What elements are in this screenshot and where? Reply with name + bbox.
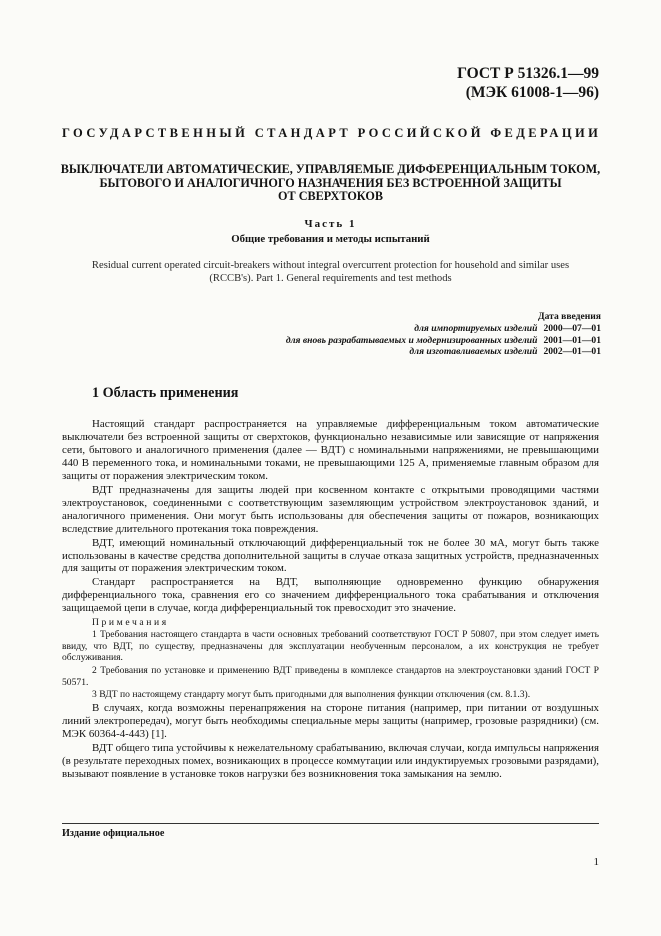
paragraph: В случаях, когда возможны перенапряжения на стороне питания (например, при питании от воздушных линий электропередач), могут быть необходимы специальные меры защиты (например, грозовые разрядники) (см. МЭК 60364-4-443) [1]. [62, 701, 599, 740]
footer-divider [62, 823, 599, 824]
introduction-date: 2000—07—01 [543, 322, 601, 334]
introduction-label: для импортируемых изделий [414, 322, 538, 334]
notes-heading: Примечания [92, 617, 169, 629]
introduction-row [286, 323, 601, 335]
title-line: ВЫКЛЮЧАТЕЛИ АВТОМАТИЧЕСКИЕ, УПРАВЛЯЕМЫЕ ДИФФЕРЕНЦИАЛЬНЫМ ТОКОМ, [60, 162, 601, 176]
section-body [62, 418, 599, 782]
english-title [62, 259, 599, 285]
gost-code: ГОСТ Р 51326.1—99 [457, 65, 599, 82]
introduction-row [286, 346, 601, 358]
title-line: БЫТОВОГО И АНАЛОГИЧНОГО НАЗНАЧЕНИЯ БЕЗ ВСТРОЕННОЙ ЗАЩИТЫ [99, 175, 562, 190]
part-number: Часть 1 [304, 218, 357, 230]
note: 2 Требования по установке и применению ВДТ приведены в комплексе стандартов на электроустановки зданий ГОСТ Р 50571. [62, 665, 599, 688]
english-title-line: (RCCB's). Part 1. General requirements and test methods [209, 273, 452, 284]
note: 3 ВДТ по настоящему стандарту могут быть пригодными для выполнения функции отключения (см. 8.1.3). [92, 689, 531, 701]
title-line: ОТ СВЕРХТОКОВ [278, 189, 383, 203]
english-title-line: Residual current operated circuit-breakers without integral overcurrent protection for household and similar uses [91, 260, 570, 271]
standard-code-block [457, 64, 599, 102]
note: 1 Требования настоящего стандарта в части основных требований соответствуют ГОСТ Р 50807, при этом следует иметь ввиду, что ВДТ, по существу, предназначены для эксплуатации необученным персоналом, а их конструкция не требует обслуживания. [62, 629, 599, 664]
paragraph: Стандарт распространяется на ВДТ, выполняющие одновременно функцию обнаружения дифференциального тока, сравнения его со значением дифференциального тока срабатывания и отключения защищаемой цепи в случае, когда дифференциальный ток превосходит это значение. [62, 576, 599, 615]
introduction-row [286, 335, 601, 347]
introduction-label: для вновь разрабатываемых и модернизированных изделий [285, 334, 538, 346]
introduction-heading: Дата введения [537, 311, 601, 322]
section-title: 1 Область применения [92, 385, 239, 401]
edition-label: Издание официальное [62, 828, 165, 839]
introduction-dates [286, 311, 601, 358]
paragraph: ВДТ предназначены для защиты людей при косвенном контакте с открытыми проводящими частями электроустановок, соединенными с соответствующим заземляющим устройством электроустановок зданий, и аналогичного применения. Они могут быть использованы для обеспечения защиты от пожаров, возникающих вследствие длительного протекания тока повреждения. [62, 483, 599, 535]
introduction-date: 2001—01—01 [543, 334, 601, 346]
state-standard-heading: ГОСУДАРСТВЕННЫЙ СТАНДАРТ РОССИЙСКОЙ ФЕДЕРАЦИИ [62, 126, 602, 140]
page-number: 1 [593, 856, 599, 868]
paragraph: ВДТ, имеющий номинальный отключающий дифференциальный ток не более 30 мА, могут быть также использованы в качестве средства дополнительной защиты в случае отказа защитных устройств, предназначенных для защиты от поражения электрическим током. [62, 536, 599, 575]
introduction-label: для изготавливаемых изделий [409, 346, 538, 358]
iec-code: (МЭК 61008-1—96) [465, 84, 599, 101]
document-subtitle: Общие требования и методы испытаний [231, 233, 430, 245]
introduction-date: 2002—01—01 [543, 346, 601, 358]
paragraph: ВДТ общего типа устойчивы к нежелательному срабатыванию, включая случаи, когда импульсы напряжения (в результате переходных помех, возникающих в процессе коммутации или индуктируемых грозовыми разрядами), вызывают появление в установке токов нагрузки без возникновения тока замыкания на землю. [62, 741, 599, 780]
document-title [40, 163, 621, 204]
paragraph: Настоящий стандарт распространяется на управляемые дифференциальным током автоматические выключатели без встроенной защиты от сверхтоков, функционально независимые или зависящие от напряжения сети, бытового и аналогичного применения (далее — ВДТ) с номинальными напряжениями, не превышающими 440 В переменного тока, и номинальными токами, не превышающими 125 А, применяемые главным образом для защиты от поражения электрическим током. [62, 418, 599, 482]
